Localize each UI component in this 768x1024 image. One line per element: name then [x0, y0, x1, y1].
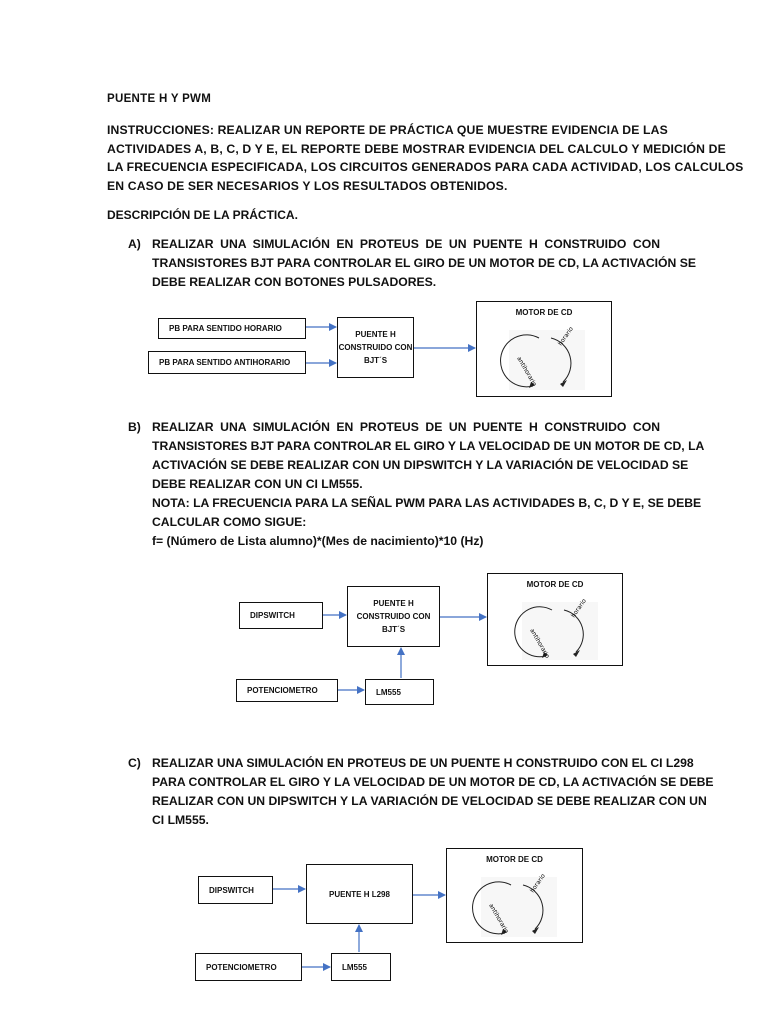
activity-a-line: DEBE REALIZAR CON BOTONES PULSADORES.	[152, 275, 437, 289]
dipswitch-box: DIPSWITCH	[239, 602, 323, 629]
activity-c-line: REALIZAR CON UN DIPSWITCH Y LA VARIACIÓN DE VELOCIDAD SE DEBE REALIZAR CON UN	[152, 794, 707, 808]
instructions-line: EN CASO DE SER NECESARIOS Y LOS RESULTADOS OBTENIDOS.	[107, 178, 508, 193]
note-line: NOTA: LA FRECUENCIA PARA LA SEÑAL PWM PARA LAS ACTIVIDADES B, C, D Y E, SE DEBE	[152, 496, 702, 510]
lm555-box: LM555	[365, 679, 434, 705]
cw-label: horario	[556, 325, 575, 348]
frequency-formula: f= (Número de Lista alumno)*(Mes de nacimiento)*10 (Hz)	[152, 534, 484, 548]
potentiometer-box: POTENCIOMETRO	[195, 953, 302, 981]
instructions-line: LA FRECUENCIA ESPECIFICADA, LOS CIRCUITOS GENERADOS PARA CADA ACTIVIDAD, LOS CALCULOS	[107, 160, 744, 175]
dipswitch-box: DIPSWITCH	[198, 876, 273, 904]
activity-b-line: DEBE REALIZAR CON UN CI LM555.	[152, 477, 363, 491]
activity-c-line: CI LM555.	[152, 813, 209, 827]
activity-a-line: TRANSISTORES BJT PARA CONTROLAR EL GIRO DE UN MOTOR DE CD, LA ACTIVACIÓN SE	[152, 256, 696, 270]
activity-c-line: REALIZAR UNA SIMULACIÓN EN PROTEUS DE UN PUENTE H CONSTRUIDO CON EL CI L298	[152, 756, 694, 770]
activity-c-label: C)	[128, 756, 141, 770]
lm555-box: LM555	[331, 953, 391, 981]
cw-label: horario	[569, 597, 588, 620]
activity-b-line: ACTIVACIÓN SE DEBE REALIZAR CON UN DIPSWITCH Y LA VARIACIÓN DE VELOCIDAD SE	[152, 458, 689, 472]
ccw-label: antihorario	[515, 355, 538, 388]
activity-b-label: B)	[128, 420, 141, 434]
instructions-line: INSTRUCCIONES: REALIZAR UN REPORTE DE PRÁCTICA QUE MUESTRE EVIDENCIA DE LAS	[107, 123, 668, 137]
pb-horario-box: PB PARA SENTIDO HORARIO	[158, 318, 306, 339]
activity-b-line: REALIZAR UNA SIMULACIÓN EN PROTEUS DE UN PUENTE H CONSTRUIDO CON	[152, 420, 660, 434]
motor-title: MOTOR DE CD	[515, 308, 573, 317]
ccw-label: antihorario	[487, 902, 510, 935]
h-bridge-bjt-box: PUENTE H CONSTRUIDO CON BJT´S	[347, 586, 440, 647]
description-heading: DESCRIPCIÓN DE LA PRÁCTICA.	[107, 208, 298, 222]
document-title: PUENTE H Y PWM	[107, 93, 212, 105]
motor-title: MOTOR DE CD	[486, 855, 543, 864]
pb-antihorario-box: PB PARA SENTIDO ANTIHORARIO	[148, 351, 306, 374]
instructions-line: ACTIVIDADES A, B, C, D Y E, EL REPORTE DEBE MOSTRAR EVIDENCIA DEL CALCULO Y MEDICIÓN DE	[107, 141, 726, 156]
potentiometer-box: POTENCIOMETRO	[236, 679, 338, 702]
h-bridge-l298-box: PUENTE H L298	[306, 864, 413, 924]
activity-b-line: TRANSISTORES BJT PARA CONTROLAR EL GIRO Y LA VELOCIDAD DE UN MOTOR DE CD, LA	[152, 439, 705, 453]
h-bridge-bjt-box: PUENTE H CONSTRUIDO CON BJT´S	[337, 317, 414, 378]
ccw-label: antihorario	[528, 627, 551, 660]
activity-a-label: A)	[128, 237, 141, 251]
activity-a-line: REALIZAR UNA SIMULACIÓN EN PROTEUS DE UN PUENTE H CONSTRUIDO CON	[152, 237, 660, 251]
activity-c-line: PARA CONTROLAR EL GIRO Y LA VELOCIDAD DE UN MOTOR DE CD, LA ACTIVACIÓN SE DEBE	[152, 775, 714, 789]
note-line: CALCULAR COMO SIGUE:	[152, 515, 307, 529]
cw-label: horario	[528, 872, 547, 895]
motor-title: MOTOR DE CD	[526, 580, 584, 589]
